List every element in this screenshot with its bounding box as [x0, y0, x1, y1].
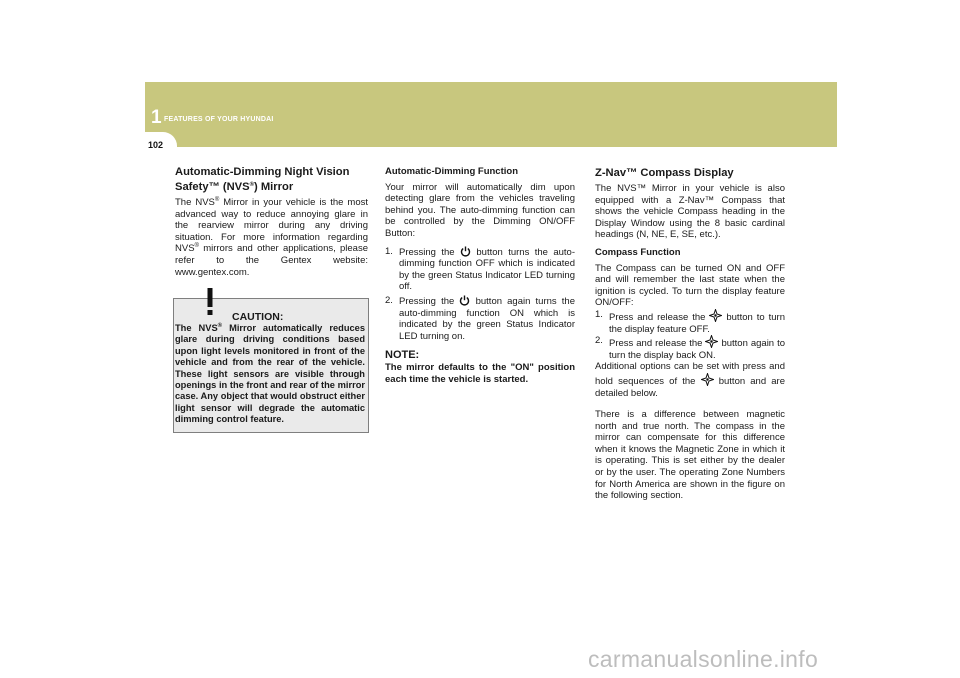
- list-item: 2. Pressing the button again turns the auto-dimming function ON which is indicated by the green Status Indicator LED turning on.: [385, 294, 575, 342]
- column-compass-display: [595, 166, 785, 508]
- power-button-icon: [459, 295, 470, 306]
- magnetic-north-paragraph: There is a difference between magnetic north and true north. The compass in the mirror can compensate for this difference when it knows the Magnetic Zone in which it is operating. This is set either by the dealer or by the user. The operating Zone Numbers for North America are shown in the figure on the following section.: [595, 409, 785, 502]
- column-auto-dimming: [385, 166, 575, 385]
- compass-options-paragraph: Additional options can be set with press and hold sequences of the button and are detailed below.: [595, 361, 785, 399]
- caution-title: CAUTION:: [232, 311, 284, 323]
- auto-dimming-steps: [385, 246, 575, 343]
- chapter-title: FEATURES OF YOUR HYUNDAI: [164, 116, 274, 123]
- column-nvs-mirror: [175, 165, 368, 284]
- list-item: 1. Pressing the button turns the auto-dimming function OFF which is indicated by the green Status Indicator LED turning off.: [385, 245, 575, 293]
- watermark: carmanualsonline.info: [588, 646, 819, 672]
- section-title-compass-display: Z-Nav™ Compass Display: [595, 167, 734, 179]
- compass-button-icon: [701, 373, 714, 386]
- list-item: 2. Press and release the button again to turn the display back ON.: [595, 335, 785, 361]
- nvs-intro-paragraph: The NVS® Mirror in your vehicle is the most advanced way to reduce annoying glare in the rearview mirror during any driving situation. For more information regarding NVS® mirrors and other applications, please refer to the Gentex website: www.gentex.com.: [175, 197, 368, 278]
- compass-intro-paragraph: The NVS™ Mirror in your vehicle is also equipped with a Z-Nav™ Compass that shows the vehicle Compass heading in the Display Window using the 8 basic cardinal headings (N, NE, E, SE, etc.).: [595, 183, 785, 241]
- compass-button-icon: [709, 309, 722, 322]
- section-title-nvs-mirror: Automatic-Dimming Night Vision Safety™ (NVS®) Mirror: [175, 166, 350, 193]
- compass-function-paragraph: The Compass can be turned ON and OFF and will remember the last state when the ignition is cycled. To turn the display feature ON/OFF:: [595, 262, 785, 309]
- note-body: The mirror defaults to the "ON" position each time the vehicle is started.: [385, 361, 575, 385]
- auto-dimming-paragraph: Your mirror will automatically dim upon detecting glare from the vehicles traveling behind you. The auto-dimming function can be controlled by the Dimming ON/OFF Button:: [385, 181, 575, 239]
- power-button-icon: [460, 246, 471, 257]
- section-heading-auto-dimming: Automatic-Dimming Function: [385, 166, 518, 177]
- list-item: 1. Press and release the button to turn the display feature OFF.: [595, 308, 786, 335]
- chapter-number: 1: [151, 107, 162, 128]
- header-band: [145, 82, 837, 147]
- page-number: 102: [148, 140, 164, 150]
- warning-triangle-icon: [201, 286, 219, 316]
- compass-steps: [595, 309, 785, 361]
- section-heading-compass-function: Compass Function: [595, 246, 681, 258]
- note-title: NOTE:: [385, 349, 420, 362]
- compass-button-icon: [705, 335, 718, 348]
- caution-body: The NVS® Mirror automatically reduces glare during driving conditions based upon light levels monitored in front of the vehicle and from the rear of the vehicle. These light sensors are visible through openings in the front and rear of the mirror case. Any object that would obstruct either light sensor will degrade the automatic dimming control feature.: [175, 323, 366, 425]
